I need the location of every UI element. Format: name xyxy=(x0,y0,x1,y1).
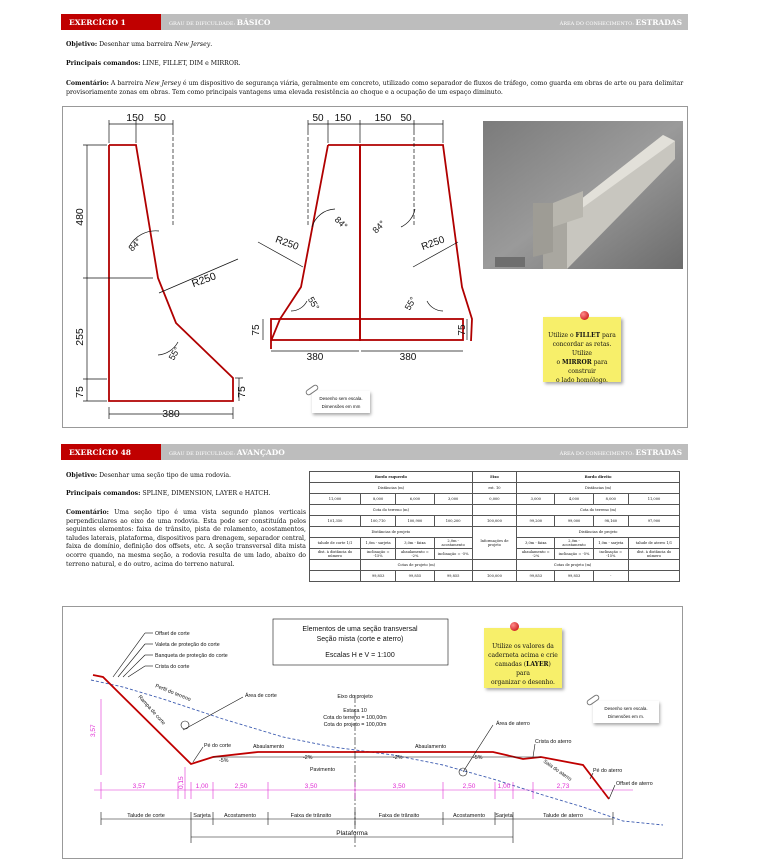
elem-plataforma: Plataforma xyxy=(336,830,368,837)
ex48-section-frame xyxy=(62,606,683,859)
elem-faixa-2: Faixa de trânsito xyxy=(378,813,420,819)
ex48-area: ÁREA DO CONHECIMENTO: ESTRADAS xyxy=(559,447,682,457)
table-row: 11,000 8,000 6,000 3,000 0,000 3,000 4,000 8,000 11,000 xyxy=(310,494,680,505)
ex1-number: EXERCÍCIO 1 xyxy=(61,14,161,30)
elem-sarjeta-1: Sarjeta xyxy=(193,813,211,819)
label-eixo: Eixo do projeto xyxy=(337,694,373,700)
dim-015: 0,15 xyxy=(178,776,185,789)
label-saia-aterro: Saia do aterro xyxy=(541,758,573,783)
label-abaulamento-1: Abaulamento xyxy=(253,744,285,750)
barrier-photo xyxy=(483,121,683,269)
pin-icon xyxy=(510,622,519,631)
section-scale: Escalas H e V = 1:100 xyxy=(325,652,395,659)
label-cota-projeto: Cota do projeto = 100,00m xyxy=(323,722,387,728)
ex1-comment: Comentário: A barreira New Jersey é um dispositivo de segurança viária, geralmente em concreto, utilizado como separador de fluxos de tráfego, como guarda em obras de arte ou para delimitar provisoriamente zonas em obras. Tem como principais vantagens uma elevada resistência ao choque e a ocupação de um espaço diminuto. xyxy=(66,80,684,96)
slope-3: -2% xyxy=(393,755,403,761)
slope-4: -5% xyxy=(473,755,483,761)
table-row: 99,853 99,855 99,855 100,000 99,853 99,853 - xyxy=(310,571,680,582)
dim-273: 2,73 xyxy=(556,783,570,790)
dim-480: 480 xyxy=(74,208,86,226)
dim-angle-84-b: 84° xyxy=(370,218,388,236)
label-crista-corte: Crista do corte xyxy=(155,664,190,670)
ex48-number: EXERCÍCIO 48 xyxy=(61,444,161,460)
ex48-scale-stamp: Desenho sem escala. Dimensões em m. xyxy=(593,701,659,723)
dim-357-h: 3,57 xyxy=(132,783,146,790)
ex48-commands: Principais comandos: SPLINE, DIMENSION, LAYER e HATCH. xyxy=(66,490,271,497)
ex48-sticky-note: Utilize os valores da caderneta acima e crie camadas (LAYER) para organizar o desenho. xyxy=(484,628,562,688)
label-pe-corte: Pé do corte xyxy=(204,743,232,749)
label-area-corte: Área de corte xyxy=(245,693,277,699)
ex1-objective: Objetivo: Desenhar uma barreira New Jersey. xyxy=(66,41,213,48)
ex1-area: ÁREA DO CONHECIMENTO: ESTRADAS xyxy=(559,17,682,27)
dim-angle-55-b: 55° xyxy=(402,295,419,312)
ex48-header xyxy=(61,444,688,460)
label-estaca: Estaca 10 xyxy=(343,708,367,714)
table-row: dist. à distância do número inclinação = -15% abaulamento = -2% inclinação = -5% abaulamento = -2% inclinação = -5% inclinação = -15% dist. à distância do número xyxy=(310,549,680,560)
road-section-drawing xyxy=(63,607,684,860)
label-offset-aterro: Offset de aterro xyxy=(616,781,653,787)
ex1-scale-stamp: Desenho sem escala. Dimensões em mm xyxy=(312,391,370,413)
elem-sarjeta-2: Sarjeta xyxy=(495,813,513,819)
ex1-header xyxy=(61,14,688,30)
ex1-commands: Principais comandos: LINE, FILLET, DIM e MIRROR. xyxy=(66,60,241,67)
table-row: talude de corte 1/1 1,0m - sarjeta 3,0m - faixa 2,0m - acostamento 3,0m - faixa 2,0m - acostamento 1,0m - sarjeta talude de aterro 1/1 xyxy=(310,538,680,549)
dim-r250: R250 xyxy=(190,270,218,291)
dim-250-b: 2,50 xyxy=(462,783,476,790)
dim-380: 380 xyxy=(162,408,180,420)
ex1-difficulty: GRAU DE DIFICULDADE: BÁSICO xyxy=(169,17,271,27)
table-row: 101,350 100,710 100,900 100,200 100,000 99,200 99,000 98,160 97,900 xyxy=(310,516,680,527)
label-banqueta: Banqueta de proteção do corte xyxy=(155,653,228,659)
label-offset-corte: Offset de corte xyxy=(155,631,190,637)
ex48-comment: Comentário: Uma seção tipo é uma vista segundo planos verticais perpendiculares ao eixo de uma rodovia. Esta pode ser constituída pelos seguintes elementos: faixa de trânsito, pista de rolamento, acostamentos, taludes laterais, plataforma, dispositivos para drenagem, separador central, faixa de domínio, definição dos offsets, etc. A seção transversal dita mista ocorre quando, na mesma seção, a rodovia resulta de um lado, abaixo do terreno natural, e do outro, acima do terreno natural. xyxy=(66,509,306,568)
label-pe-aterro: Pé do aterro xyxy=(593,768,623,774)
slope-2: -2% xyxy=(303,755,313,761)
dim-angle-55-a: 55° xyxy=(305,295,322,312)
elem-acostamento-1: Acostamento xyxy=(223,813,257,819)
dim-75-b: 75 xyxy=(457,324,468,336)
label-cota-terreno: Cota do terreno = 100,00m xyxy=(323,715,387,721)
dim-angle-84-a: 84° xyxy=(332,214,350,232)
dim-380-a: 380 xyxy=(306,352,324,363)
elem-faixa-1: Faixa de trânsito xyxy=(290,813,332,819)
elem-acostamento-2: Acostamento xyxy=(452,813,486,819)
label-abaulamento-2: Abaulamento xyxy=(415,744,447,750)
dim-angle-84: 84° xyxy=(126,236,144,254)
dim-100-a: 1,00 xyxy=(195,783,209,790)
label-area-aterro: Área de aterro xyxy=(496,721,530,727)
ex48-objective: Objetivo: Desenhar uma seção tipo de uma rodovia. xyxy=(66,472,232,479)
label-perfil-terreno: Perfil do terreno xyxy=(154,683,192,703)
dim-150-a: 150 xyxy=(334,113,352,124)
dim-255: 255 xyxy=(74,328,86,346)
slope-1: -5% xyxy=(219,758,229,764)
dim-250-a: 2,50 xyxy=(234,783,248,790)
section-title-2: Seção mista (corte e aterro) xyxy=(316,636,404,643)
dim-r250-b: R250 xyxy=(420,234,447,253)
dim-50: 50 xyxy=(154,112,166,124)
section-title-1: Elementos de uma seção transversal xyxy=(302,626,418,633)
dim-75: 75 xyxy=(74,386,86,398)
dim-50-a: 50 xyxy=(312,113,324,124)
dim-75-a: 75 xyxy=(251,324,262,336)
dim-r250-a: R250 xyxy=(273,234,300,253)
dim-100-b: 1,00 xyxy=(497,783,511,790)
elem-talude-corte: Talude de corte xyxy=(127,813,165,819)
label-pavimento: Pavimento xyxy=(310,767,336,773)
label-rampa-corte: Rampa de corte xyxy=(136,694,167,727)
elem-talude-aterro: Talude de aterro xyxy=(543,813,583,819)
dim-380-b: 380 xyxy=(399,352,417,363)
ex1-sticky-note: Utilize o FILLET para concordar as retas. Utilize o MIRROR para construir o lado homólogo. xyxy=(543,317,621,382)
dim-150-b: 150 xyxy=(374,113,392,124)
label-valeta: Valeta de proteção do corte xyxy=(155,642,220,648)
dim-75-right: 75 xyxy=(236,386,248,398)
pin-icon xyxy=(580,311,589,320)
dim-150: 150 xyxy=(126,112,144,124)
ex48-difficulty: GRAU DE DIFICULDADE: AVANÇADO xyxy=(169,447,285,457)
survey-table: Bordo esquerdo Eixo Bordo direito Distâncias (m) est. 10 Distâncias (m) 11,000 8,000 6,000 3,000 0,000 3,000 4,000 8,000 11,000 Cota do terreno (m) Cota do terreno (m) 101,350 100,710 100,900 100,200 100,000 99,200 99,000 98,160 97,900 Distâncias de projeto Informações de projeto Distâncias de projeto talude de corte 1/1 1,0m - sarjeta 3,0m - faixa 2,0m - acostamento 3,0m - faixa 2,0m - acostamento 1,0m - sarjeta talude de aterro 1/1 dist. à distância do número inclinação = -15% abaulamento = -2% inclinação = -5% abaulamento = -2% inclinação = -5% inclinação = -15% dist. à distância do número Cotas de projeto (m) Cotas de projeto (m) 99,853 99,855 99,855 100,000 99,853 99,853 - xyxy=(309,471,680,582)
barrier-section-left xyxy=(83,120,243,419)
dim-350-a: 3,50 xyxy=(304,783,318,790)
dim-50-b: 50 xyxy=(400,113,412,124)
dim-angle-55: 55° xyxy=(166,345,183,362)
label-crista-aterro: Crista do aterro xyxy=(535,739,572,745)
dim-350-b: 3,50 xyxy=(392,783,406,790)
dim-357-v: 3,57 xyxy=(90,724,97,737)
